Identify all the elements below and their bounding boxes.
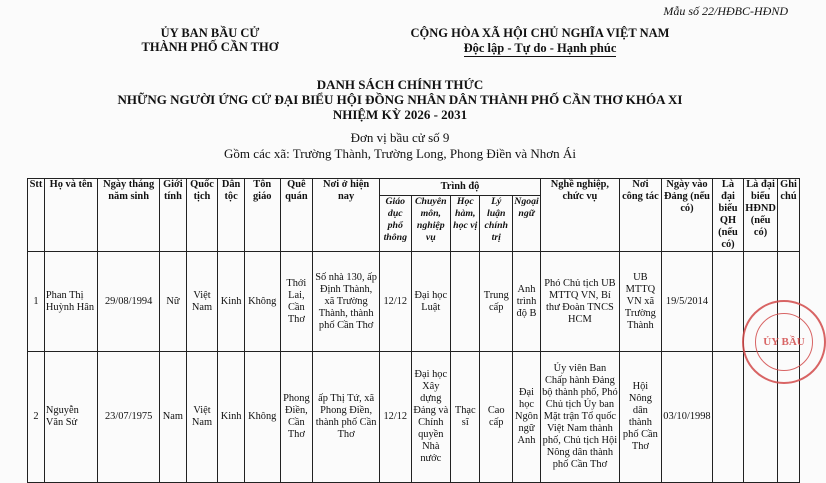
table-row xyxy=(28,252,800,352)
cell-religion: Không xyxy=(244,252,280,352)
nation-header xyxy=(360,26,720,57)
cell-religion: Không xyxy=(244,352,280,483)
cell-general-education: 12/12 xyxy=(380,352,412,483)
cell-language: Anh trình độ B xyxy=(513,252,541,352)
header-ethnicity: Dân tộc xyxy=(218,179,245,252)
cell-specialty: Đại học Luật xyxy=(411,252,451,352)
header-hdnd-deputy: Là đại biểu HĐND (nếu có) xyxy=(744,179,778,252)
header-language: Ngoại ngữ xyxy=(513,196,541,252)
header-gender: Giới tính xyxy=(160,179,187,252)
cell-political-theory: Trung cấp xyxy=(480,252,513,352)
cell-ethnicity: Kinh xyxy=(218,352,245,483)
header-education: Trình độ xyxy=(380,179,541,196)
title-line-1: DANH SÁCH CHÍNH THỨC xyxy=(316,77,484,92)
header-na-deputy: Là đại biểu QH (nếu có) xyxy=(712,179,743,252)
cell-hometown: Thới Lai, Cần Thơ xyxy=(280,252,313,352)
header-degree: Học hàm, học vị xyxy=(451,196,480,252)
official-seal xyxy=(742,300,826,384)
nation-line-1: CỘNG HÒA XÃ HỘI CHỦ NGHĨA VIỆT NAM xyxy=(410,26,670,40)
cell-party-date: 19/5/2014 xyxy=(661,252,712,352)
title-line-3: NHIỆM KỲ 2026 - 2031 xyxy=(332,107,468,122)
issuer-line-1: ỦY BAN BẦU CỬ xyxy=(160,26,260,40)
cell-degree: Thạc sĩ xyxy=(451,352,480,483)
cell-name: Phan Thị Huỳnh Hân xyxy=(44,252,97,352)
table-row xyxy=(28,352,800,483)
cell-dob: 23/07/1975 xyxy=(98,352,160,483)
cell-nationality: Việt Nam xyxy=(186,252,218,352)
cell-general-education: 12/12 xyxy=(380,252,412,352)
header-political-theory: Lý luận chính trị xyxy=(480,196,513,252)
cell-nationality: Việt Nam xyxy=(186,352,218,483)
cell-na-deputy xyxy=(712,352,743,483)
cell-specialty: Đại học Xây dựng Đảng và Chính quyền Nhà nước xyxy=(411,352,451,483)
cell-political-theory: Cao cấp xyxy=(480,352,513,483)
nation-motto: Độc lập - Tự do - Hạnh phúc xyxy=(463,41,617,55)
header-stt: Stt xyxy=(28,179,45,252)
cell-ethnicity: Kinh xyxy=(218,252,245,352)
header-religion: Tôn giáo xyxy=(244,179,280,252)
document-title xyxy=(40,77,760,122)
title-line-2: NHỮNG NGƯỜI ỨNG CỬ ĐẠI BIỂU HỘI ĐỒNG NHÂN DÂN THÀNH PHỐ CẦN THƠ KHÓA XI xyxy=(117,92,683,107)
cell-gender: Nữ xyxy=(160,252,187,352)
cell-stt: 2 xyxy=(28,352,45,483)
header-nationality: Quốc tịch xyxy=(186,179,218,252)
header-residence: Nơi ở hiện nay xyxy=(313,179,380,252)
header-general-education: Giáo dục phổ thông xyxy=(380,196,412,252)
cell-degree xyxy=(451,252,480,352)
cell-occupation: Ủy viên Ban Chấp hành Đảng bộ thành phố, Phó Chủ tịch Ủy ban Mặt trận Tổ quốc Việt Nam thành phố, Chủ tịch Hội Nông dân thành phố Cần Thơ xyxy=(540,352,619,483)
header-dob: Ngày tháng năm sinh xyxy=(98,179,160,252)
seal-text: ỦY BẦU xyxy=(755,313,813,371)
constituency-unit: Đơn vị bầu cử số 9 xyxy=(350,130,450,145)
cell-language: Đại học Ngôn ngữ Anh xyxy=(513,352,541,483)
constituency-wards: Gồm các xã: Trường Thành, Trường Long, Phong Điền và Nhơn Ái xyxy=(224,146,576,161)
cell-residence: Số nhà 130, ấp Định Thành, xã Trường Thành, thành phố Cần Thơ xyxy=(313,252,380,352)
cell-dob: 29/08/1994 xyxy=(98,252,160,352)
header-hometown: Quê quán xyxy=(280,179,313,252)
form-number: Mẫu số 22/HĐBC-HĐND xyxy=(663,4,788,18)
issuer-line-2: THÀNH PHỐ CẦN THƠ xyxy=(141,40,279,54)
candidate-table xyxy=(27,178,800,483)
cell-name: Nguyễn Văn Sử xyxy=(44,352,97,483)
cell-hometown: Phong Điền, Cần Thơ xyxy=(280,352,313,483)
header-name: Họ và tên xyxy=(44,179,97,252)
cell-stt: 1 xyxy=(28,252,45,352)
cell-na-deputy xyxy=(712,252,743,352)
header-occupation: Nghề nghiệp, chức vụ xyxy=(540,179,619,252)
cell-occupation: Phó Chủ tịch UB MTTQ VN, Bí thư Đoàn TNCS HCM xyxy=(540,252,619,352)
constituency-info xyxy=(40,130,760,162)
cell-workplace: Hội Nông dân thành phố Cần Thơ xyxy=(619,352,661,483)
header-party-date: Ngày vào Đảng (nếu có) xyxy=(661,179,712,252)
cell-gender: Nam xyxy=(160,352,187,483)
cell-workplace: UB MTTQ VN xã Trường Thành xyxy=(619,252,661,352)
header-specialty: Chuyên môn, nghiệp vụ xyxy=(411,196,451,252)
header-workplace: Nơi công tác xyxy=(619,179,661,252)
cell-party-date: 03/10/1998 xyxy=(661,352,712,483)
header-notes: Ghi chú xyxy=(778,179,800,252)
issuer-header xyxy=(110,26,310,54)
cell-residence: ấp Thị Tứ, xã Phong Điền, thành phố Cần Thơ xyxy=(313,352,380,483)
